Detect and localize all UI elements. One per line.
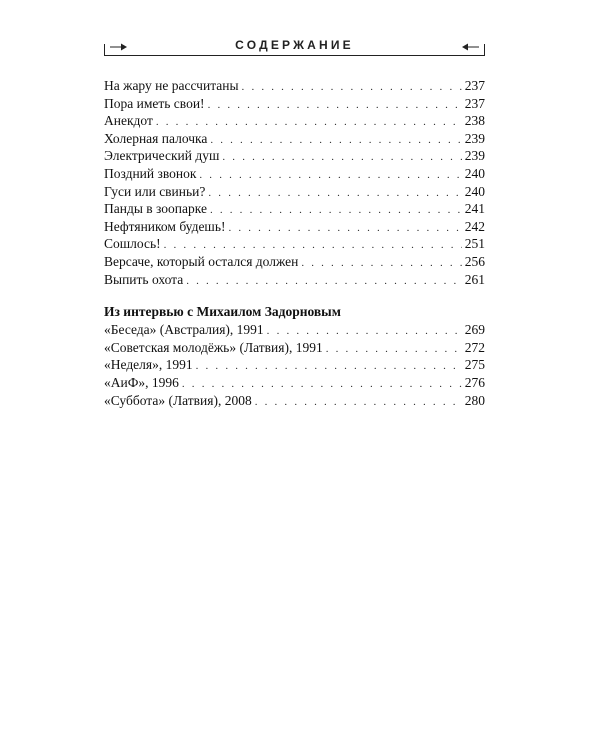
dot-leader: [196, 358, 462, 376]
entry-title: Электрический душ: [104, 148, 220, 164]
entry-title: «АиФ», 1996: [104, 374, 179, 390]
toc-entries: [104, 77, 485, 288]
entry-page-number: 276: [464, 374, 485, 390]
toc-entry: [104, 200, 485, 218]
entry-page-number: 237: [464, 95, 485, 111]
header-rule: [104, 55, 485, 56]
dot-leader: [210, 202, 462, 220]
dot-leader: [208, 185, 461, 203]
entry-title: Анекдот: [104, 113, 153, 129]
entry-page-number: 239: [464, 148, 485, 164]
toc-entry: [104, 77, 485, 95]
toc-entry: [104, 147, 485, 165]
toc-entry: [104, 112, 485, 130]
entry-page-number: 275: [464, 357, 485, 373]
toc-entry: [104, 183, 485, 201]
toc-entry: [104, 95, 485, 113]
toc-entry: [104, 235, 485, 253]
entry-page-number: 272: [464, 339, 485, 355]
entry-page-number: 256: [464, 253, 485, 269]
dot-leader: [222, 149, 461, 167]
dot-leader: [208, 97, 462, 115]
entry-page-number: 240: [464, 165, 485, 181]
toc-entry: [104, 392, 485, 410]
dot-leader: [186, 273, 462, 291]
entry-title: Гуси или свиньи?: [104, 183, 206, 199]
entry-title: «Беседа» (Австралия), 1991: [104, 322, 264, 338]
running-header: [104, 38, 485, 58]
entry-title: Нефтяником будешь!: [104, 218, 226, 234]
toc-entry: [104, 374, 485, 392]
entry-title: Панды в зоопарке: [104, 201, 207, 217]
toc-entry: [104, 271, 485, 289]
dot-leader: [242, 79, 462, 97]
entry-page-number: 261: [464, 271, 485, 287]
entry-title: Пора иметь свои!: [104, 95, 205, 111]
entry-title: «Советская молодёжь» (Латвия), 1991: [104, 339, 323, 355]
entry-page-number: 238: [464, 113, 485, 129]
entry-page-number: 241: [464, 201, 485, 217]
toc-entry: [104, 253, 485, 271]
dot-leader: [301, 255, 461, 273]
entry-title: «Неделя», 1991: [104, 357, 193, 373]
page-title: СОДЕРЖАНИЕ: [235, 38, 354, 52]
dot-leader: [255, 394, 462, 412]
dot-leader: [199, 167, 461, 185]
section-heading: Из интервью с Михаилом Задорновым: [104, 304, 341, 320]
entry-title: Версаче, который остался должен: [104, 253, 299, 269]
entry-page-number: 242: [464, 218, 485, 234]
toc-entry: [104, 130, 485, 148]
entry-page-number: 280: [464, 392, 485, 408]
entry-title: Выпить охота: [104, 271, 184, 287]
toc-entry: [104, 321, 485, 339]
table-of-contents: [104, 77, 485, 409]
entry-page-number: 269: [464, 322, 485, 338]
toc-entry: [104, 356, 485, 374]
entry-page-number: 239: [464, 130, 485, 146]
toc-entry: [104, 165, 485, 183]
entry-title: Сошлось!: [104, 236, 161, 252]
dot-leader: [326, 341, 462, 359]
dot-leader: [210, 132, 461, 150]
entry-title: Поздний звонок: [104, 165, 197, 181]
section-entries: [104, 321, 485, 409]
entry-page-number: 251: [464, 236, 485, 252]
entry-page-number: 237: [464, 78, 485, 93]
entry-title: «Суббота» (Латвия), 2008: [104, 392, 252, 408]
toc-entry: [104, 339, 485, 357]
entry-page-number: 240: [464, 183, 485, 199]
toc-entry: [104, 218, 485, 236]
entry-title: Холерная палочка: [104, 130, 208, 146]
entry-title: На жару не рассчитаны: [104, 78, 239, 93]
dot-leader: [228, 220, 461, 238]
